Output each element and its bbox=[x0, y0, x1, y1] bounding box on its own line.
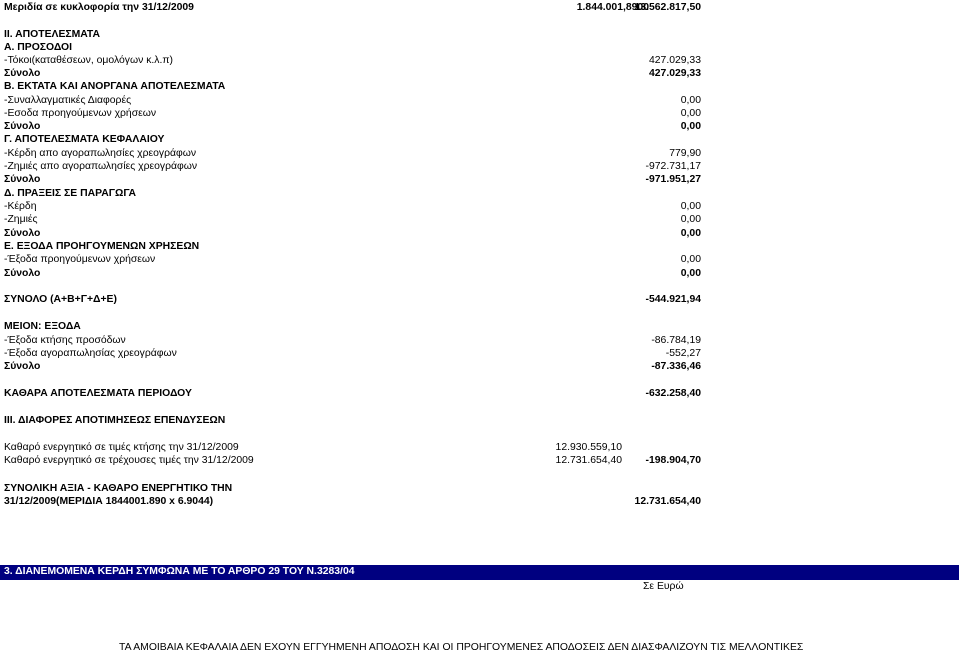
section-a-title: Α. ΠΡΟΣΟΔΟΙ bbox=[4, 42, 72, 53]
nav-cost-label: Καθαρό ενεργητικό σε τιμές κτήσης την 31/12/2009 bbox=[4, 442, 239, 453]
results-title: ΙΙ. ΑΠΟΤΕΛΕΣΜΑΤΑ bbox=[4, 29, 100, 40]
section-b-total-label: Σύνολο bbox=[4, 121, 41, 132]
valuation-title: ΙΙΙ. ΔΙΑΦΟΡΕΣ ΑΠΟΤΙΜΗΣΕΩΣ ΕΠΕΝΔΥΣΕΩΝ bbox=[4, 416, 226, 426]
section-b-total-value: 0,00 bbox=[680, 121, 701, 132]
section-b-title: Β. ΕΚΤΑΤΑ ΚΑΙ ΑΝΟΡΓΑΝΑ ΑΠΟΤΕΛΕΣΜΑΤΑ bbox=[4, 82, 226, 92]
prior-expenses-value: 0,00 bbox=[680, 254, 701, 265]
interest-value: 427.029,33 bbox=[648, 55, 701, 66]
nav-cost-value: 12.930.559,10 bbox=[555, 442, 622, 453]
disclaimer-text: ΤΑ ΑΜΟΙΒΑΙΑ ΚΕΦΑΛΑΙΑ ΔΕΝ ΕΧΟΥΝ ΕΓΓΥΗΜΕΝΗ ΑΠΟΔΟΣΗ ΚΑΙ ΟΙ ΠΡΟΗΓΟΥΜΕΝΕΣ ΑΠΟΔΟΣΕΙΣ ΔΕΝ ΔΙΑΣΦΑΛΙΖΟΥΝ ΤΙΣ ΜΕΛΛΟΝΤΙΚΕΣ bbox=[119, 642, 804, 653]
units-label: Μεριδία σε κυκλοφορία την 31/12/2009 bbox=[4, 2, 194, 13]
acquisition-costs-label: -Έξοδα κτήσης προσόδων bbox=[4, 335, 126, 346]
nav-value: 13.562.817,50 bbox=[634, 2, 701, 13]
total-value-line1: ΣΥΝΟΛΙΚΗ ΑΞΙΑ - ΚΑΘΑΡΟ ΕΝΕΡΓΗΤΙΚΟ ΤΗΝ bbox=[4, 484, 233, 494]
less-expenses-total-label: Σύνολο bbox=[4, 361, 41, 372]
section-e-total-value: 0,00 bbox=[680, 268, 701, 279]
less-expenses-title: ΜΕΙΟΝ: ΕΞΟΔΑ bbox=[4, 321, 81, 332]
capital-gains-label: -Κέρδη απο αγοραπωλησίες χρεογράφων bbox=[4, 148, 197, 159]
total-value-line2: 31/12/2009(ΜΕΡΙΔΙΑ 1844001.890 x 6.9044) bbox=[4, 496, 214, 507]
less-expenses-total-value: -87.336,46 bbox=[651, 361, 701, 372]
valuation-difference-value: -198.904,70 bbox=[645, 455, 701, 466]
units-value: 1.844.001,8900 bbox=[576, 2, 649, 13]
section-c-total-value: -971.951,27 bbox=[645, 174, 701, 185]
section-d-total-value: 0,00 bbox=[680, 228, 701, 239]
fx-label: -Συναλλαγματικές Διαφορές bbox=[4, 95, 132, 106]
grand-total-label: ΣΥΝΟΛΟ (Α+Β+Γ+Δ+Ε) bbox=[4, 294, 117, 305]
section-d-total-label: Σύνολο bbox=[4, 228, 41, 239]
section3-title: 3. ΔΙΑΝΕΜΟΜΕΝΑ ΚΕΡΔΗ ΣΥΜΦΩΝΑ ΜΕ ΤΟ ΑΡΘΡΟ 29 ΤΟΥ Ν.3283/04 bbox=[4, 567, 355, 577]
derivatives-losses-label: -Ζημιές bbox=[4, 214, 38, 225]
trading-costs-value: -552,27 bbox=[665, 348, 701, 359]
section-a-total-value: 427.029,33 bbox=[648, 68, 701, 79]
capital-losses-label: -Ζημιές απο αγοραπωλησίες χρεογράφων bbox=[4, 161, 198, 172]
derivatives-gains-label: -Κέρδη bbox=[4, 201, 37, 212]
total-value-amount: 12.731.654,40 bbox=[634, 496, 701, 507]
trading-costs-label: -Έξοδα αγοραπωλησίας χρεογράφων bbox=[4, 348, 177, 359]
section3-banner bbox=[0, 565, 959, 580]
section-e-title: Ε. ΕΞΟΔΑ ΠΡΟΗΓΟΥΜΕΝΩΝ ΧΡΗΣΕΩΝ bbox=[4, 242, 200, 252]
nav-current-label: Καθαρό ενεργητικό σε τρέχουσες τιμές την 31/12/2009 bbox=[4, 455, 254, 466]
section-d-title: Δ. ΠΡΑΞΕΙΣ ΣΕ ΠΑΡΑΓΩΓΑ bbox=[4, 189, 136, 199]
interest-label: -Τόκοι(καταθέσεων, ομολόγων κ.λ.π) bbox=[4, 55, 173, 66]
prior-income-label: -Εσοδα προηγούμενων χρήσεων bbox=[4, 108, 157, 119]
capital-losses-value: -972.731,17 bbox=[645, 161, 701, 172]
nav-current-value: 12.731.654,40 bbox=[555, 455, 622, 466]
section-e-total-label: Σύνολο bbox=[4, 268, 41, 279]
capital-gains-value: 779,90 bbox=[669, 148, 701, 159]
prior-expenses-label: -Έξοδα προηγούμενων χρήσεων bbox=[4, 254, 156, 265]
section-c-total-label: Σύνολο bbox=[4, 174, 41, 185]
derivatives-gains-value: 0,00 bbox=[680, 201, 701, 212]
net-results-value: -632.258,40 bbox=[645, 388, 701, 399]
section-a-total-label: Σύνολο bbox=[4, 68, 41, 79]
net-results-label: ΚΑΘΑΡΑ ΑΠΟΤΕΛΕΣΜΑΤΑ ΠΕΡΙΟΔΟΥ bbox=[4, 389, 192, 399]
derivatives-losses-value: 0,00 bbox=[680, 214, 701, 225]
currency-note: Σε Ευρώ bbox=[643, 581, 684, 592]
section-c-title: Γ. ΑΠΟΤΕΛΕΣΜΑΤΑ ΚΕΦΑΛΑΙΟΥ bbox=[4, 135, 165, 145]
grand-total-value: -544.921,94 bbox=[645, 294, 701, 305]
acquisition-costs-value: -86.784,19 bbox=[651, 335, 701, 346]
fx-value: 0,00 bbox=[680, 95, 701, 106]
prior-income-value: 0,00 bbox=[680, 108, 701, 119]
